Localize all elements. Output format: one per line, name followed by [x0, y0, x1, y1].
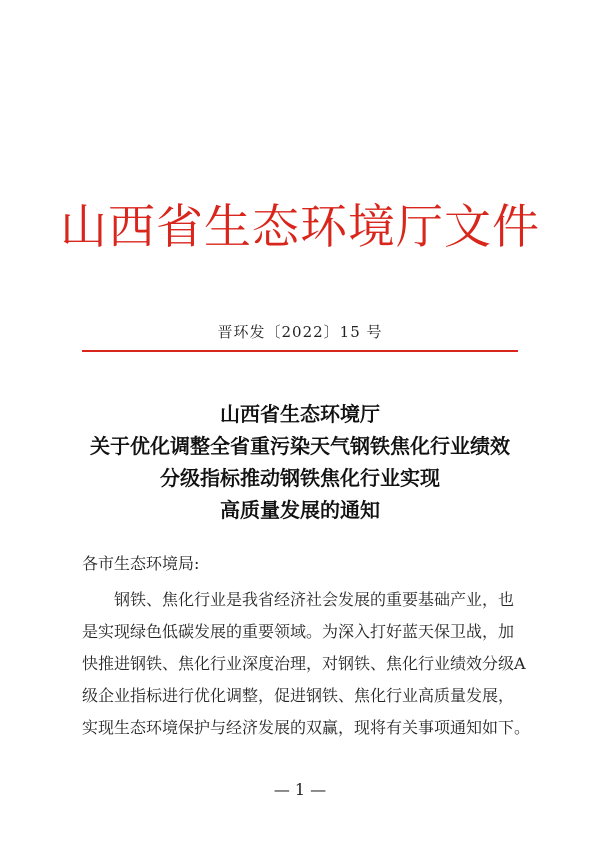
- notice-title-line: 山西省生态环境厅: [220, 402, 380, 426]
- body-line: 是实现绿色低碳发展的重要领域。为深入打好蓝天保卫战，加: [82, 622, 515, 641]
- body-line: 级企业指标进行优化调整，促进钢铁、焦化行业高质量发展，: [82, 686, 515, 705]
- notice-title-line: 关于优化调整全省重污染天气钢铁焦化行业绩效: [90, 434, 510, 458]
- notice-title-line: 分级指标推动钢铁焦化行业实现: [160, 466, 440, 490]
- document-header-title: 山西省生态环境厅文件: [60, 200, 540, 255]
- body-paragraph: [82, 584, 531, 744]
- notice-title: [0, 398, 600, 526]
- salutation: 各市生态环境局:: [82, 554, 200, 573]
- page-number: — 1 —: [273, 780, 327, 799]
- body-line: 钢铁、焦化行业是我省经济社会发展的重要基础产业，也: [82, 590, 515, 609]
- red-divider-line: [82, 350, 518, 352]
- notice-title-line: 高质量发展的通知: [220, 498, 380, 522]
- body-line: 实现生态环境保护与经济发展的双赢，现将有关事项通知如下。: [82, 718, 531, 737]
- document-number: 晋环发〔2022〕15 号: [217, 323, 383, 341]
- body-line: 快推进钢铁、焦化行业深度治理，对钢铁、焦化行业绩效分级A: [82, 654, 526, 673]
